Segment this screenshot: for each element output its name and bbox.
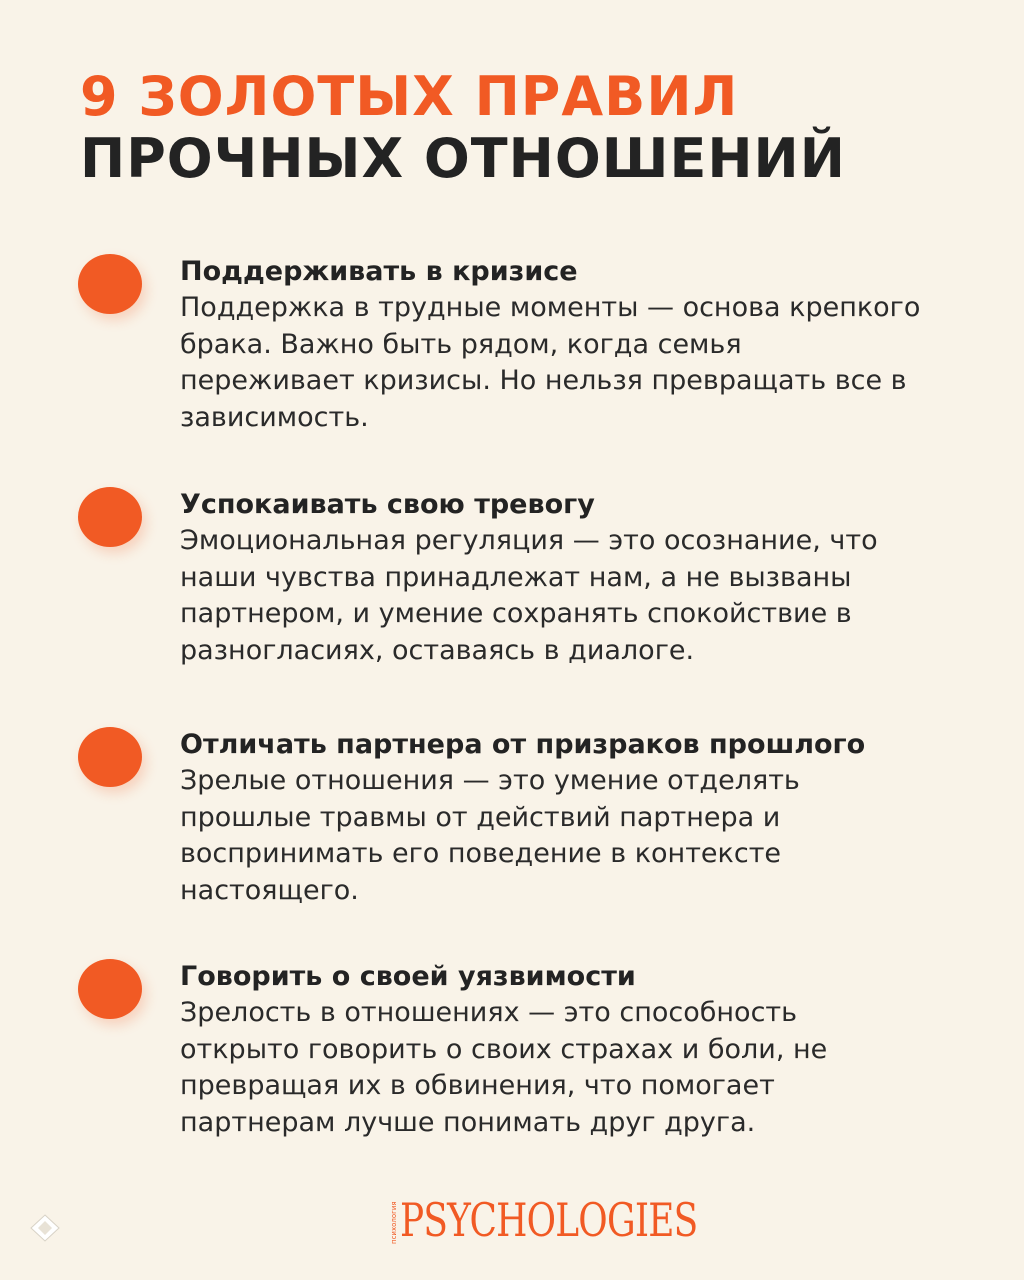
rule-heading: Говорить о своей уязвимости	[180, 961, 636, 992]
orange-circle-icon	[78, 959, 142, 1019]
brand-small-text: психология	[390, 1201, 398, 1244]
brand-logo	[390, 1193, 781, 1247]
rule-heading: Поддерживать в кризисе	[180, 256, 578, 287]
rule-text	[180, 727, 980, 909]
corner-logo-icon	[30, 1214, 60, 1242]
orange-circle-icon	[78, 487, 142, 547]
rule-text	[180, 254, 980, 436]
brand-name: PSYCHOLOGIES	[400, 1193, 698, 1247]
rule-body: Зрелость в отношениях — это способность открыто говорить о своих страхах и боли, не превращая их в обвинения, что помогает партнерам лучше понимать друг друга.	[180, 997, 828, 1138]
page-title	[80, 66, 846, 190]
title-line-main: ПРОЧНЫХ ОТНОШЕНИЙ	[80, 127, 846, 190]
rule-text	[180, 487, 980, 669]
orange-circle-icon	[78, 727, 142, 787]
rule-body: Зрелые отношения — это умение отделять прошлые травмы от действий партнера и воспринимать его поведение в контексте настоящего.	[180, 765, 800, 906]
title-line-accent: 9 ЗОЛОТЫХ ПРАВИЛ	[80, 65, 739, 128]
orange-circle-icon	[78, 254, 142, 314]
rule-heading: Отличать партнера от призраков прошлого	[180, 729, 866, 760]
rule-heading: Успокаивать свою тревогу	[180, 489, 595, 520]
rule-text	[180, 959, 980, 1141]
rule-body: Эмоциональная регуляция — это осознание, что наши чувства принадлежат нам, а не вызваны партнером, и умение сохранять спокойствие в разногласиях, оставаясь в диалоге.	[180, 525, 878, 666]
rule-body: Поддержка в трудные моменты — основа крепкого брака. Важно быть рядом, когда семья переживает кризисы. Но нельзя превращать все в зависимость.	[180, 292, 921, 433]
